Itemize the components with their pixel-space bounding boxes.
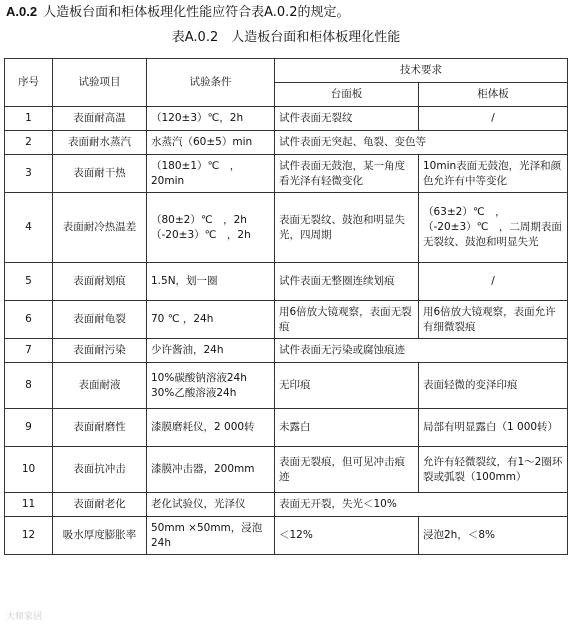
cell-countertop: 无印痕 xyxy=(275,363,419,409)
header-cabinet: 柜体板 xyxy=(419,83,568,107)
intro-paragraph xyxy=(6,4,350,21)
condition-line: 少许酱油，24h xyxy=(151,344,224,356)
table-row xyxy=(5,339,568,363)
cell-condition xyxy=(147,193,275,263)
condition-line: 老化试验仪，光泽仪 xyxy=(151,498,246,510)
header-no: 序号 xyxy=(5,59,53,107)
table-row xyxy=(5,131,568,155)
cell-no: 9 xyxy=(5,409,53,447)
condition-line: （80±2）℃ ，2h xyxy=(151,213,247,226)
cell-condition xyxy=(147,363,275,409)
spec-table xyxy=(4,58,568,555)
cell-countertop: 未露白 xyxy=(275,409,419,447)
table-row xyxy=(5,193,568,263)
table-row xyxy=(5,409,568,447)
cell-countertop: 表面无开裂，失光＜10% xyxy=(275,493,568,517)
cell-cabinet: （63±2）℃ ，（-20±3）℃ ，二周期表面无裂纹、鼓泡和明显失光 xyxy=(419,193,568,263)
cell-countertop: 试件表面无整圈连续划痕 xyxy=(275,263,419,301)
cell-cabinet: / xyxy=(419,107,568,131)
cell-cabinet: 10min表面无鼓泡，光泽和颜色允许有中等变化 xyxy=(419,155,568,193)
header-condition: 试验条件 xyxy=(147,59,275,107)
cell-item: 表面耐液 xyxy=(53,363,147,409)
table-row xyxy=(5,517,568,555)
cell-no: 10 xyxy=(5,447,53,493)
cell-condition xyxy=(147,131,275,155)
header-requirement: 技术要求 xyxy=(275,59,568,83)
condition-line: 水蒸汽（60±5）min xyxy=(151,136,253,148)
cell-item: 表面耐干热 xyxy=(53,155,147,193)
cell-countertop: ＜12% xyxy=(275,517,419,555)
cell-no: 4 xyxy=(5,193,53,263)
table-row xyxy=(5,263,568,301)
condition-line: 漆膜磨耗仪，2 000转 xyxy=(151,421,255,433)
cell-item: 表面耐冷热温差 xyxy=(53,193,147,263)
cell-item: 表面耐高温 xyxy=(53,107,147,131)
cell-no: 1 xyxy=(5,107,53,131)
cell-countertop: 试件表面无污染或腐蚀痕迹 xyxy=(275,339,568,363)
table-body xyxy=(5,107,568,555)
cell-no: 8 xyxy=(5,363,53,409)
cell-condition xyxy=(147,301,275,339)
cell-item: 表面耐老化 xyxy=(53,493,147,517)
cell-condition xyxy=(147,493,275,517)
cell-condition xyxy=(147,517,275,555)
condition-line: 1.5N，划一圈 xyxy=(151,275,218,287)
condition-line: 50mm ×50mm，浸泡24h xyxy=(151,521,263,549)
cell-no: 5 xyxy=(5,263,53,301)
table-row xyxy=(5,493,568,517)
cell-item: 表面抗冲击 xyxy=(53,447,147,493)
cell-no: 3 xyxy=(5,155,53,193)
cell-condition xyxy=(147,155,275,193)
cell-condition xyxy=(147,447,275,493)
cell-countertop: 用6倍放大镜观察，表面无裂痕 xyxy=(275,301,419,339)
cell-item: 表面耐龟裂 xyxy=(53,301,147,339)
condition-line: 10%碳酸钠溶液24h xyxy=(151,371,247,384)
cell-no: 12 xyxy=(5,517,53,555)
watermark: 大师家居 xyxy=(6,612,43,622)
cell-countertop: 表面无裂纹、鼓泡和明显失光，四周期 xyxy=(275,193,419,263)
clause-number: A.0.2 xyxy=(6,4,38,19)
table-row xyxy=(5,301,568,339)
cell-condition xyxy=(147,409,275,447)
cell-countertop: 试件表面无鼓泡，某一角度看光泽有轻微变化 xyxy=(275,155,419,193)
table-caption: 表A.0.2 人造板台面和柜体板理化性能 xyxy=(171,30,401,45)
cell-item: 表面耐划痕 xyxy=(53,263,147,301)
cell-countertop: 试件表面无裂纹 xyxy=(275,107,419,131)
table-row xyxy=(5,107,568,131)
condition-line: （-20±3）℃ ，2h xyxy=(151,228,251,241)
cell-condition xyxy=(147,263,275,301)
condition-line: 漆膜冲击器，200mm xyxy=(151,463,255,475)
cell-countertop: 试件表面无突起、龟裂、变色等 xyxy=(275,131,568,155)
cell-no: 6 xyxy=(5,301,53,339)
cell-cabinet: 表面轻微的变泽印痕 xyxy=(419,363,568,409)
cell-cabinet: 浸泡2h，＜8% xyxy=(419,517,568,555)
cell-item: 表面耐水蒸汽 xyxy=(53,131,147,155)
condition-line: （120±3）℃，2h xyxy=(151,112,244,124)
condition-line: 20min xyxy=(151,174,185,187)
table-row xyxy=(5,155,568,193)
cell-no: 7 xyxy=(5,339,53,363)
table-row xyxy=(5,363,568,409)
condition-line: 30%乙酸溶液24h xyxy=(151,386,237,399)
cell-cabinet: 用6倍放大镜观察，表面允许有细微裂痕 xyxy=(419,301,568,339)
cell-item: 表面耐磨性 xyxy=(53,409,147,447)
cell-item: 表面耐污染 xyxy=(53,339,147,363)
cell-countertop: 表面无裂痕，但可见冲击痕迹 xyxy=(275,447,419,493)
cell-cabinet: 允许有轻微裂纹，有1～2圈环裂或弧裂（100mm） xyxy=(419,447,568,493)
cell-no: 2 xyxy=(5,131,53,155)
cell-condition xyxy=(147,339,275,363)
cell-cabinet: 局部有明显露白（1 000转） xyxy=(419,409,568,447)
header-item: 试验项目 xyxy=(53,59,147,107)
cell-condition xyxy=(147,107,275,131)
condition-line: 70 ℃ ，24h xyxy=(151,313,214,325)
cell-cabinet: / xyxy=(419,263,568,301)
cell-no: 11 xyxy=(5,493,53,517)
cell-item: 吸水厚度膨胀率 xyxy=(53,517,147,555)
intro-text: 人造板台面和柜体板理化性能应符合表A.0.2的规定。 xyxy=(43,5,350,20)
header-countertop: 台面板 xyxy=(275,83,419,107)
condition-line: （180±1）℃ ， xyxy=(151,159,241,172)
table-row xyxy=(5,447,568,493)
